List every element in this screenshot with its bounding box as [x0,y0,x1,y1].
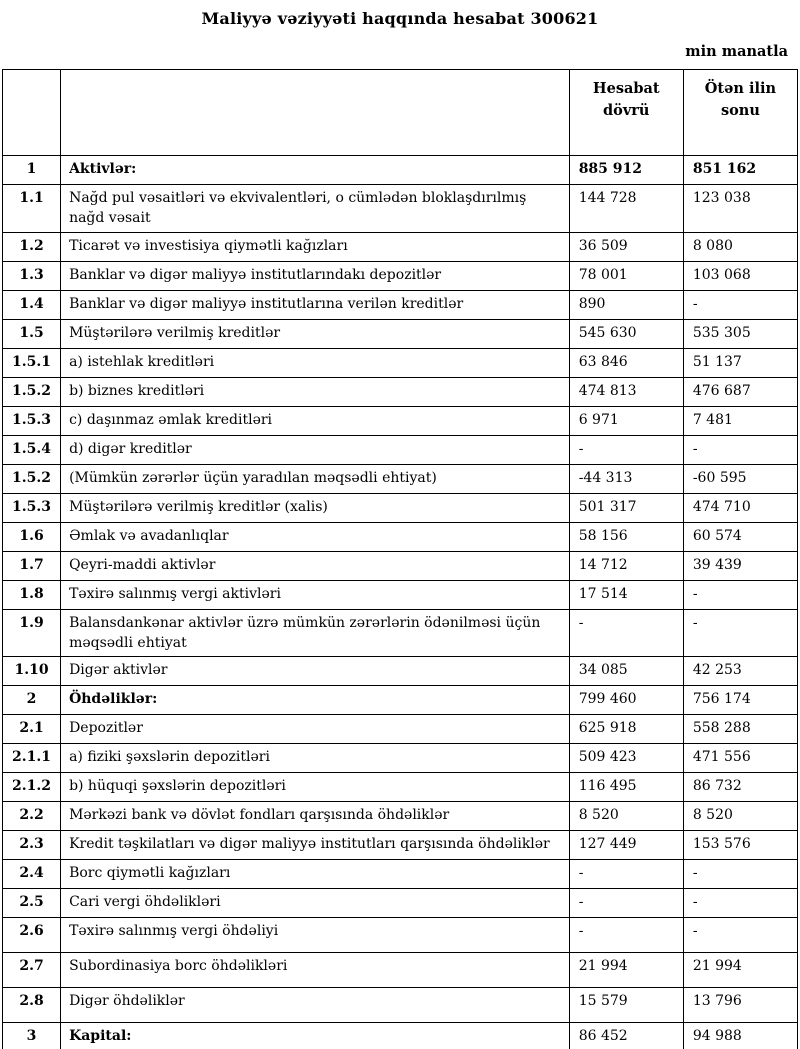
row-label: Kapital: [61,1023,570,1049]
row-number: 1 [3,156,61,185]
header-current-period: Hesabat dövrü [569,70,683,156]
row-label: b) biznes kreditləri [61,377,570,406]
row-number: 1.5 [3,319,61,348]
row-label: c) daşınmaz əmlak kreditləri [61,406,570,435]
row-label: Banklar və digər maliyyə institutlarına verilən kreditlər [61,290,570,319]
row-current-value: - [569,609,683,657]
row-label: Subordinasiya borc öhdəlikləri [61,953,570,988]
row-label: Borc qiymətli kağızları [61,860,570,889]
row-prior-value: 8 520 [683,802,797,831]
table-row [3,406,798,435]
row-prior-value: 13 796 [683,988,797,1023]
header-row [3,70,798,156]
table-row [3,918,798,953]
row-label: Kredit təşkilatları və digər maliyyə institutları qarşısında öhdəliklər [61,831,570,860]
row-label: Depozitlər [61,715,570,744]
row-prior-value: 8 080 [683,232,797,261]
table-row [3,435,798,464]
row-prior-value: 474 710 [683,493,797,522]
row-number: 2.1.1 [3,744,61,773]
table-row [3,609,798,657]
row-number: 2.6 [3,918,61,953]
row-current-value: 78 001 [569,261,683,290]
page-title: Maliyyə vəziyyəti haqqında hesabat 300621 [201,9,599,28]
row-label: Müştərilərə verilmiş kreditlər [61,319,570,348]
table-row [3,522,798,551]
table-row [3,551,798,580]
row-number: 1.5.1 [3,348,61,377]
row-prior-value: 21 994 [683,953,797,988]
row-current-value: - [569,918,683,953]
row-prior-value: - [683,918,797,953]
row-prior-value: 153 576 [683,831,797,860]
row-prior-value: 51 137 [683,348,797,377]
row-current-value: - [569,889,683,918]
row-number: 1.4 [3,290,61,319]
table-row [3,156,798,185]
row-prior-value: - [683,435,797,464]
row-current-value: 8 520 [569,802,683,831]
row-number: 1.2 [3,232,61,261]
row-number: 1.9 [3,609,61,657]
row-prior-value: 7 481 [683,406,797,435]
row-label: Balansdankənar aktivlər üzrə mümkün zərərlərin ödənilməsi üçün məqsədli ehtiyat [61,609,570,657]
table-row [3,744,798,773]
row-label: Cari vergi öhdəlikləri [61,889,570,918]
row-current-value: 474 813 [569,377,683,406]
table-row [3,232,798,261]
table-row [3,290,798,319]
table-body [3,156,798,1049]
row-current-value: 890 [569,290,683,319]
row-prior-value: 851 162 [683,156,797,185]
row-prior-value: 94 988 [683,1023,797,1049]
table-row [3,988,798,1023]
row-label: b) hüquqi şəxslərin depozitləri [61,773,570,802]
row-prior-value: 42 253 [683,657,797,686]
table-row [3,802,798,831]
table-row [3,889,798,918]
row-prior-value: - [683,889,797,918]
row-label: a) istehlak kreditləri [61,348,570,377]
row-number: 1.5.3 [3,406,61,435]
table-row [3,686,798,715]
row-prior-value: 471 556 [683,744,797,773]
row-prior-value: 558 288 [683,715,797,744]
header-row-number [3,70,61,156]
row-label: Qeyri-maddi aktivlər [61,551,570,580]
header-description [61,70,570,156]
row-current-value: 144 728 [569,185,683,233]
table-row [3,261,798,290]
table-row [3,860,798,889]
table-row [3,348,798,377]
row-current-value: 509 423 [569,744,683,773]
row-current-value: 63 846 [569,348,683,377]
row-label: Mərkəzi bank və dövlət fondları qarşısında öhdəliklər [61,802,570,831]
row-label: Öhdəliklər: [61,686,570,715]
row-number: 2.2 [3,802,61,831]
table-row [3,493,798,522]
row-prior-value: - [683,580,797,609]
row-number: 2.1 [3,715,61,744]
unit-note: min manatla [685,43,788,60]
table-row [3,1023,798,1049]
header-prior-year-end: Ötən ilin sonu [683,70,797,156]
row-prior-value: 39 439 [683,551,797,580]
row-number: 2.5 [3,889,61,918]
row-number: 1.1 [3,185,61,233]
row-prior-value: 476 687 [683,377,797,406]
row-current-value: 501 317 [569,493,683,522]
row-current-value: 799 460 [569,686,683,715]
row-number: 1.5.2 [3,464,61,493]
row-number: 1.5.2 [3,377,61,406]
row-current-value: 116 495 [569,773,683,802]
row-number: 1.6 [3,522,61,551]
row-current-value: 21 994 [569,953,683,988]
row-current-value: 545 630 [569,319,683,348]
table-row [3,715,798,744]
row-current-value: 17 514 [569,580,683,609]
row-label: Aktivlər: [61,156,570,185]
row-number: 1.8 [3,580,61,609]
row-number: 1.5.3 [3,493,61,522]
row-current-value: 15 579 [569,988,683,1023]
row-prior-value: 535 305 [683,319,797,348]
row-prior-value: 123 038 [683,185,797,233]
row-current-value: 34 085 [569,657,683,686]
table-row [3,377,798,406]
table-row [3,831,798,860]
row-prior-value: 86 732 [683,773,797,802]
row-current-value: 86 452 [569,1023,683,1049]
row-label: Ticarət və investisiya qiymətli kağızları [61,232,570,261]
row-label: d) digər kreditlər [61,435,570,464]
row-label: a) fiziki şəxslərin depozitləri [61,744,570,773]
row-current-value: -44 313 [569,464,683,493]
row-number: 1.3 [3,261,61,290]
row-current-value: 127 449 [569,831,683,860]
row-label: Nağd pul vəsaitləri və ekvivalentləri, o cümlədən bloklaşdırılmış nağd vəsait [61,185,570,233]
row-label: Digər öhdəliklər [61,988,570,1023]
row-prior-value: 103 068 [683,261,797,290]
row-prior-value: - [683,290,797,319]
row-current-value: - [569,435,683,464]
row-number: 2.8 [3,988,61,1023]
table-row [3,580,798,609]
table-row [3,185,798,233]
row-label: Təxirə salınmış vergi öhdəliyi [61,918,570,953]
row-number: 2.4 [3,860,61,889]
row-prior-value: 756 174 [683,686,797,715]
table-row [3,773,798,802]
row-number: 2.3 [3,831,61,860]
row-number: 1.5.4 [3,435,61,464]
row-current-value: 58 156 [569,522,683,551]
row-number: 2.1.2 [3,773,61,802]
row-current-value: 885 912 [569,156,683,185]
row-prior-value: 60 574 [683,522,797,551]
row-current-value: 625 918 [569,715,683,744]
row-current-value: 36 509 [569,232,683,261]
row-number: 2.7 [3,953,61,988]
row-label: Banklar və digər maliyyə institutlarındakı depozitlər [61,261,570,290]
row-label: (Mümkün zərərlər üçün yaradılan məqsədli ehtiyat) [61,464,570,493]
row-number: 2 [3,686,61,715]
row-label: Əmlak və avadanlıqlar [61,522,570,551]
row-number: 1.7 [3,551,61,580]
table-row [3,657,798,686]
row-number: 3 [3,1023,61,1049]
row-label: Təxirə salınmış vergi aktivləri [61,580,570,609]
row-current-value: 14 712 [569,551,683,580]
row-label: Digər aktivlər [61,657,570,686]
row-number: 1.10 [3,657,61,686]
table-row [3,953,798,988]
row-prior-value: -60 595 [683,464,797,493]
table-row [3,319,798,348]
table-row [3,464,798,493]
row-prior-value: - [683,860,797,889]
row-current-value: 6 971 [569,406,683,435]
row-prior-value: - [683,609,797,657]
row-current-value: - [569,860,683,889]
balance-sheet-table [2,69,798,1049]
row-label: Müştərilərə verilmiş kreditlər (xalis) [61,493,570,522]
